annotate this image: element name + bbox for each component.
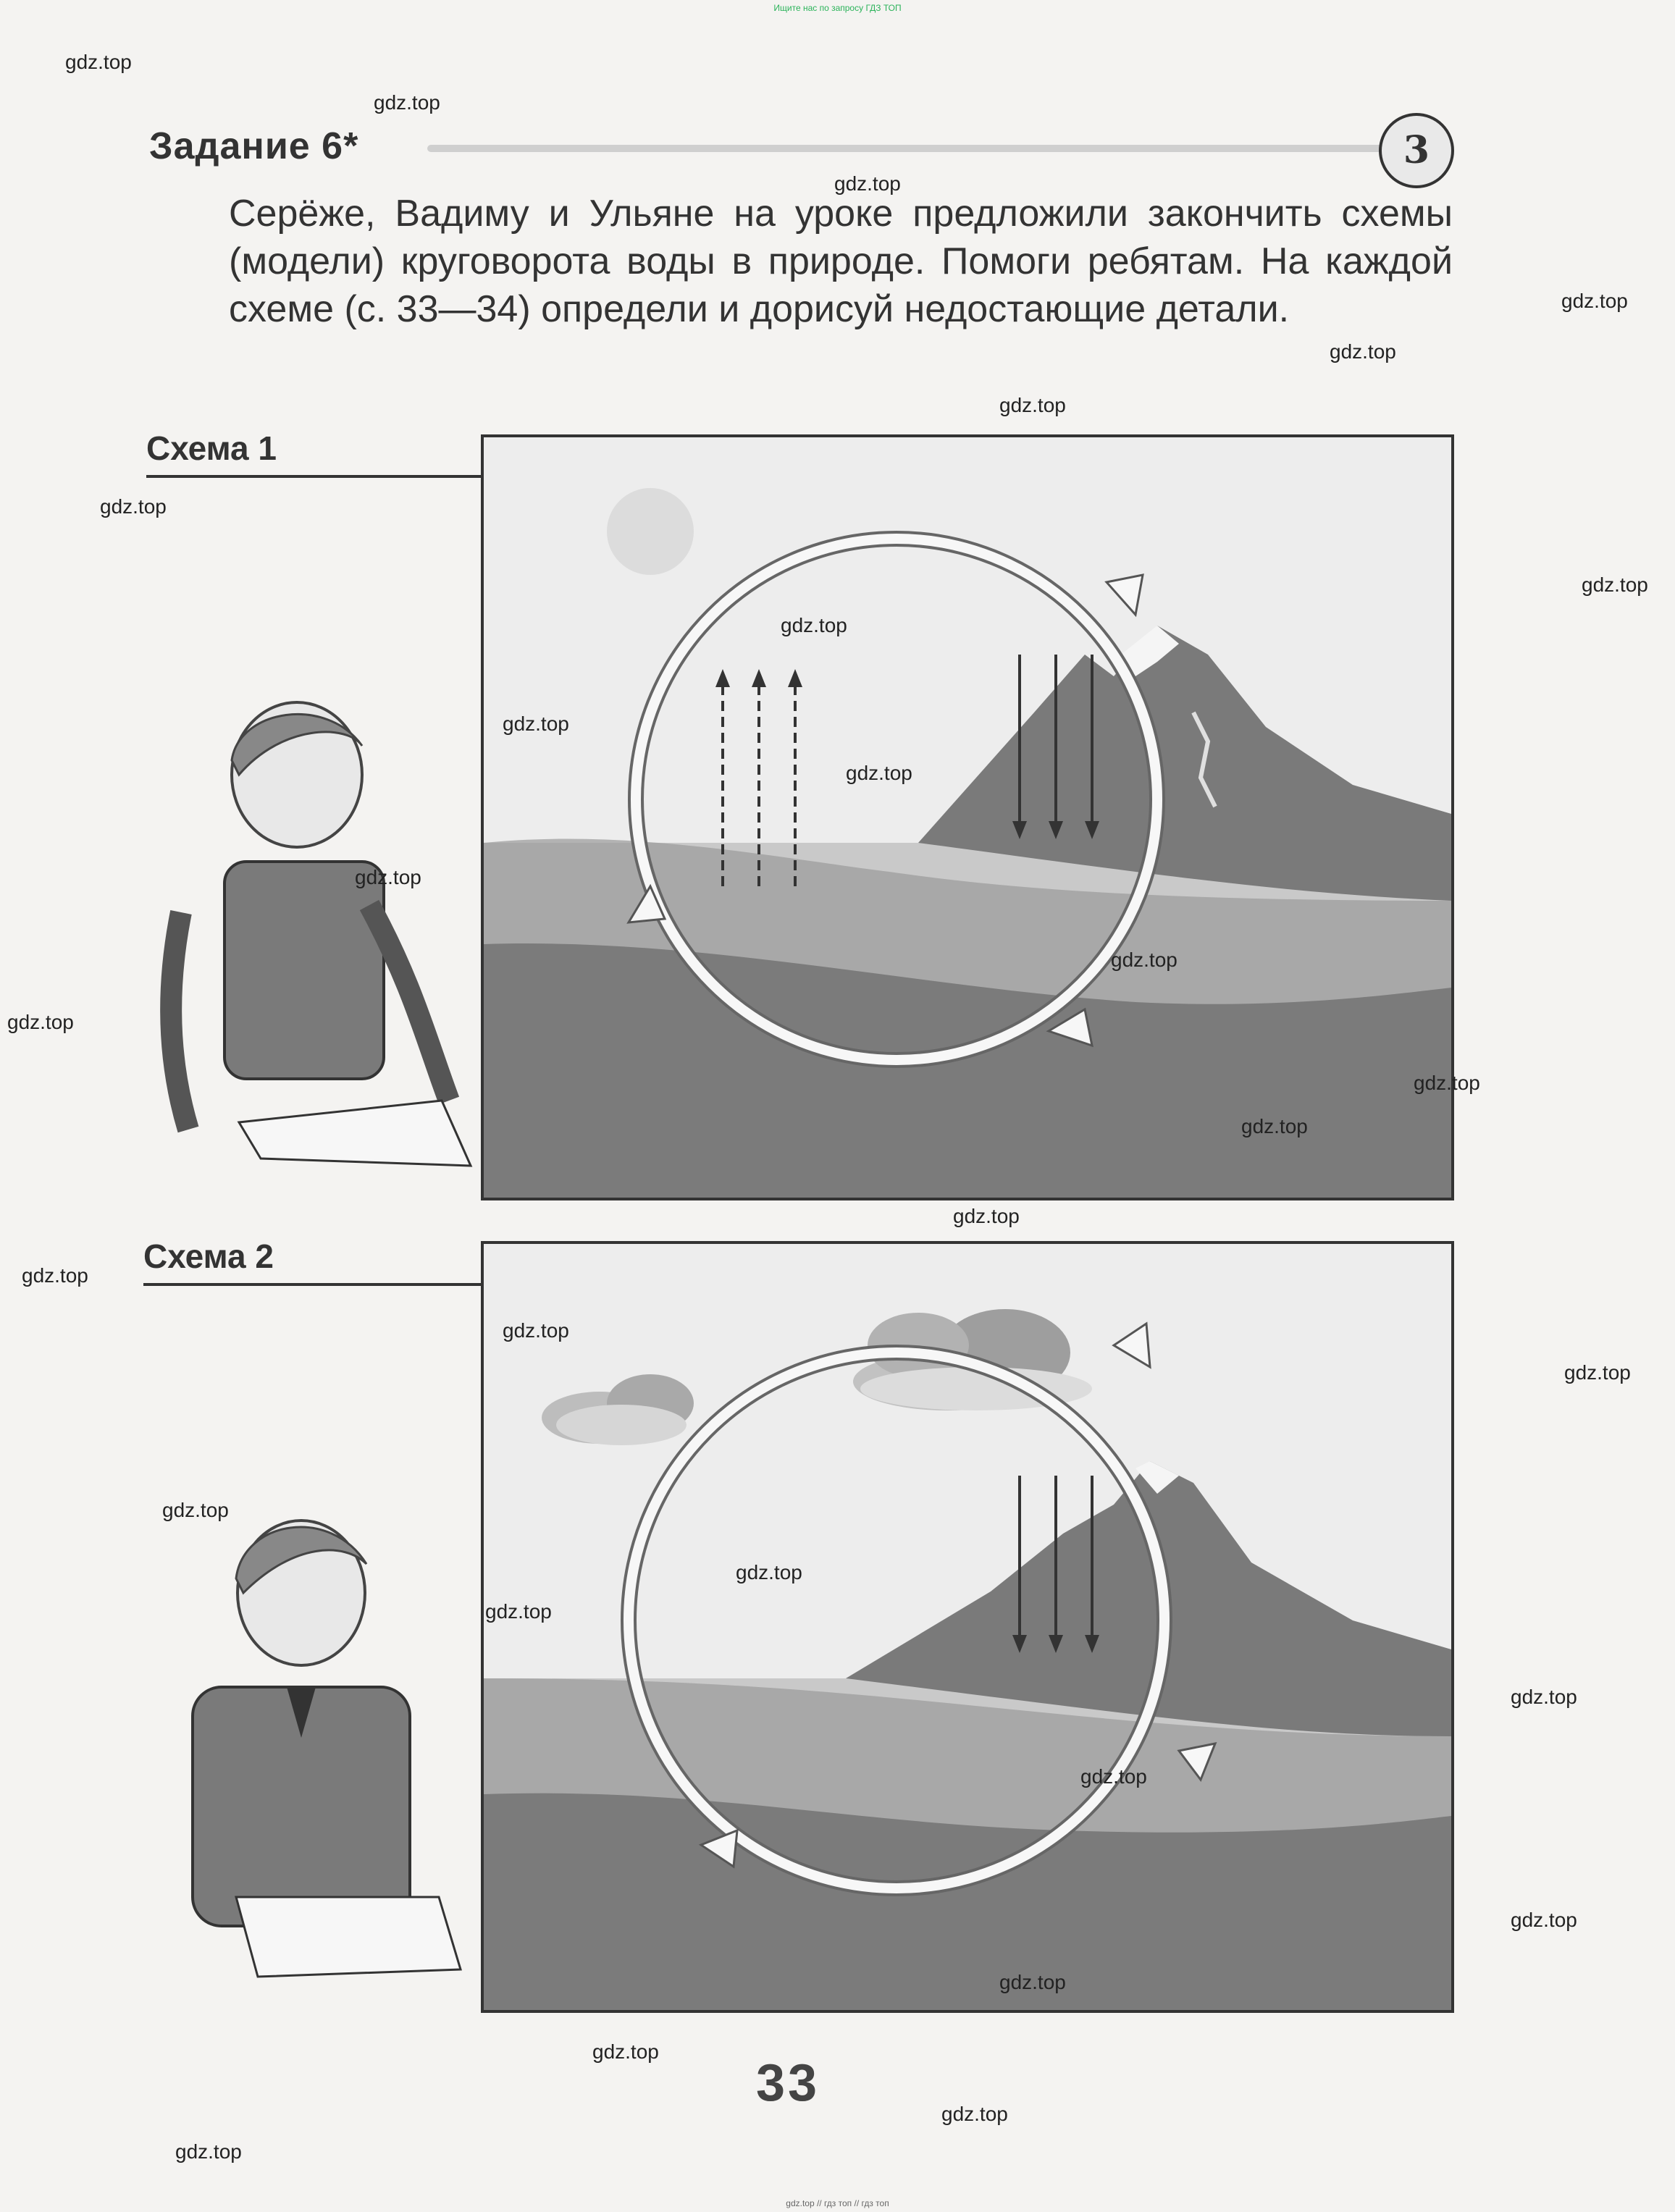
scheme-1-label-rule <box>146 475 487 478</box>
watermark: gdz.top <box>1564 1361 1631 1384</box>
search-hint-text: Ищите нас по запросу ГДЗ ТОП <box>773 3 902 13</box>
watermark: gdz.top <box>1080 1765 1147 1788</box>
watermark: gdz.top <box>1561 290 1628 312</box>
task-instructions: Серёже, Вадиму и Ульяне на уроке предложили закончить схемы (модели) круговорота воды в природе. Помоги ребятам. На каждой схеме (с. 33—34) определи и дорисуй недостающие детали. <box>229 193 1453 330</box>
watermark: gdz.top <box>1414 1072 1480 1094</box>
scheme-2-label-rule <box>143 1283 487 1286</box>
watermark: gdz.top <box>22 1264 88 1287</box>
task-title: Задание 6* <box>149 125 359 167</box>
watermark: gdz.top <box>175 2140 242 2163</box>
watermark: gdz.top <box>162 1499 229 1521</box>
page-number: 33 <box>756 2054 820 2112</box>
watermark: gdz.top <box>65 51 132 73</box>
title-divider <box>427 145 1383 152</box>
watermark: gdz.top <box>834 172 901 195</box>
watermark: gdz.top <box>1511 1909 1577 1931</box>
task-number-badge: 3 <box>1379 113 1454 188</box>
watermark: gdz.top <box>999 1971 1066 1993</box>
watermark: gdz.top <box>503 1319 569 1342</box>
watermark: gdz.top <box>846 762 912 784</box>
boy-illustration-1 <box>138 695 478 1173</box>
scheme-1-label: Схема 1 <box>146 429 277 467</box>
watermark: gdz.top <box>503 712 569 735</box>
watermark: gdz.top <box>1111 949 1177 971</box>
scheme-2-diagram[interactable] <box>481 1241 1454 2013</box>
watermark: gdz.top <box>374 91 440 114</box>
watermark: gdz.top <box>100 495 167 518</box>
watermark: gdz.top <box>1241 1115 1308 1137</box>
scheme-1-drawing <box>484 437 1451 1198</box>
watermark: gdz.top <box>592 2040 659 2063</box>
watermark: gdz.top <box>953 1205 1020 1227</box>
watermark: gdz.top <box>941 2103 1008 2125</box>
watermark: gdz.top <box>1582 573 1648 596</box>
scheme-2-drawing <box>484 1244 1451 2010</box>
watermark: gdz.top <box>355 866 421 888</box>
watermark: gdz.top <box>1511 1686 1577 1708</box>
watermark: gdz.top <box>781 614 847 636</box>
boy-illustration-2 <box>149 1492 468 1991</box>
footer-note: gdz.top // гдз топ // гдз топ <box>786 2198 889 2208</box>
watermark: gdz.top <box>1330 340 1396 363</box>
scheme-1-diagram[interactable] <box>481 434 1454 1200</box>
watermark: gdz.top <box>7 1011 74 1033</box>
watermark: gdz.top <box>736 1561 802 1584</box>
watermark: gdz.top <box>999 394 1066 416</box>
scheme-2-label: Схема 2 <box>143 1237 274 1275</box>
watermark: gdz.top <box>485 1600 552 1623</box>
